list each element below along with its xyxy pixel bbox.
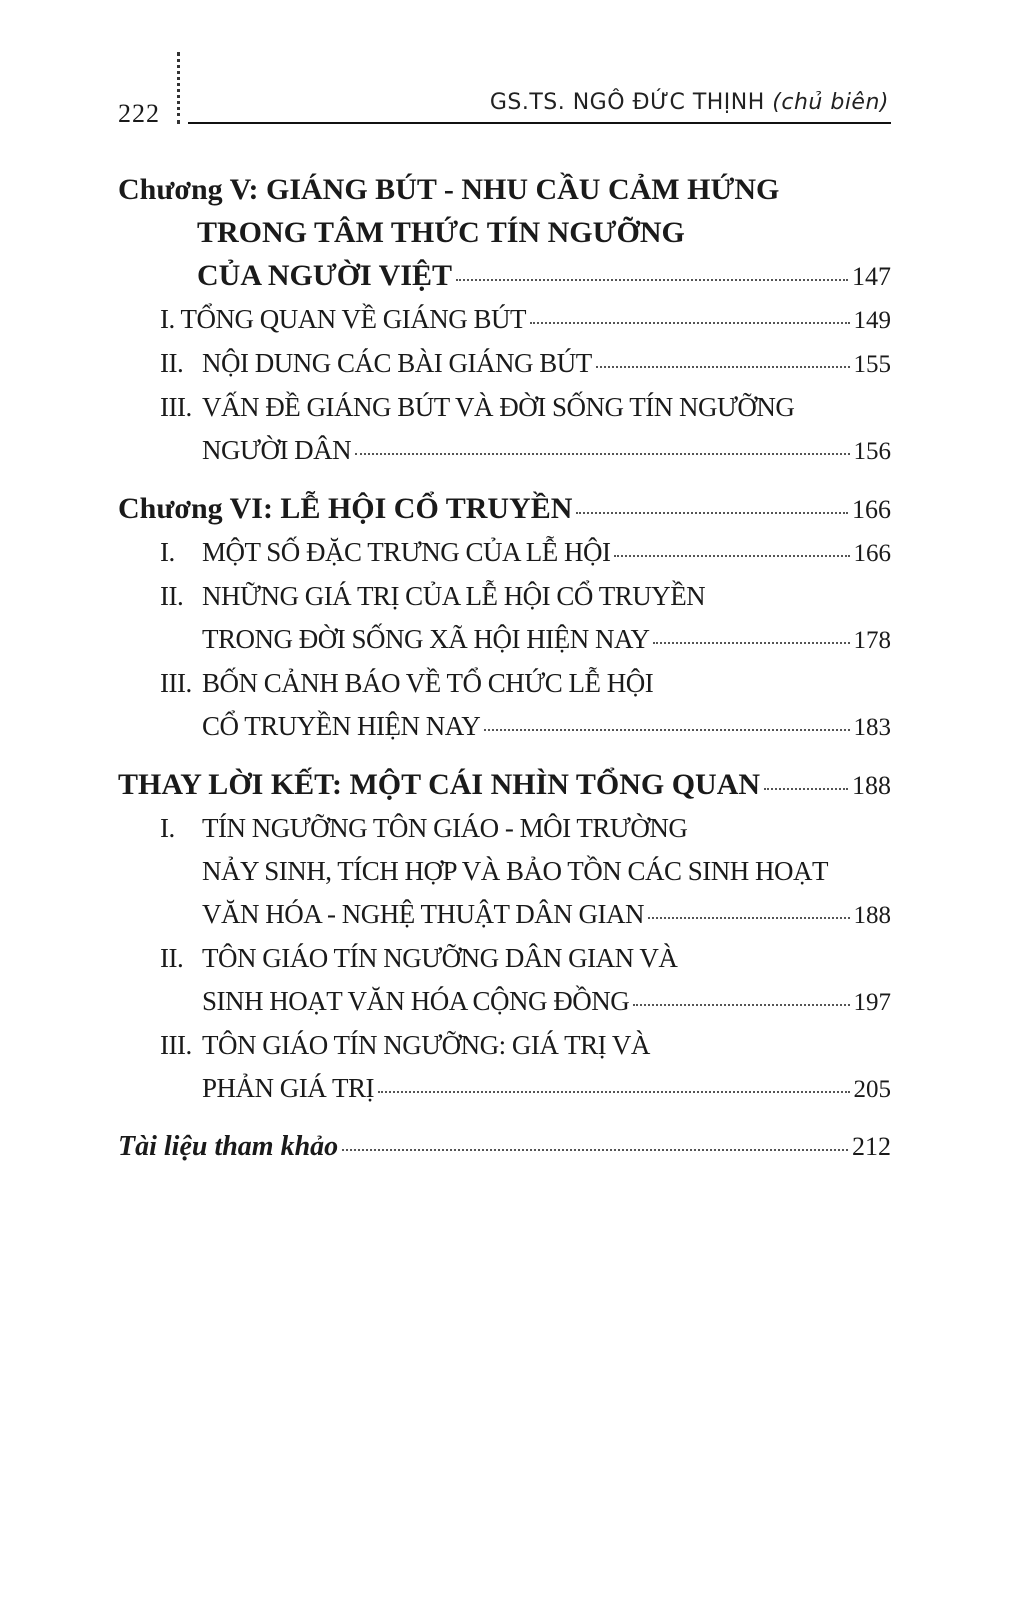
header-divider <box>177 52 184 124</box>
entry-label: TÍN NGƯỠNG TÔN GIÁO - MÔI TRƯỜNG <box>202 813 688 843</box>
entry-number: III. <box>160 1030 192 1060</box>
table-of-contents <box>118 168 891 1168</box>
dot-leader <box>378 1091 849 1093</box>
entry-label: NGƯỜI DÂN <box>202 435 352 465</box>
page-ref: 166 <box>852 495 891 524</box>
entry-label: MỘT SỐ ĐẶC TRƯNG CỦA LỄ HỘI <box>202 537 611 567</box>
page-ref: 149 <box>853 307 891 334</box>
toc-conclusion <box>118 763 891 1111</box>
header-role: (chủ biên) <box>772 90 889 115</box>
entry-number: III. <box>160 668 192 698</box>
page-ref: 156 <box>853 438 891 465</box>
page-ref: 205 <box>853 1076 891 1103</box>
entry-label: NẢY SINH, TÍCH HỢP VÀ BẢO TỒN CÁC SINH HOẠT <box>202 856 829 886</box>
dot-leader <box>456 279 848 281</box>
toc-entry[interactable] <box>118 298 891 342</box>
entry-number: I. <box>160 537 175 567</box>
entry-number: III. <box>160 392 192 422</box>
toc-entry[interactable] <box>118 807 891 937</box>
toc-entry[interactable] <box>118 1024 891 1111</box>
entry-label: VẤN ĐỀ GIÁNG BÚT VÀ ĐỜI SỐNG TÍN NGƯỠNG <box>202 392 795 422</box>
dot-leader <box>530 322 850 324</box>
entry-label: VĂN HÓA - NGHỆ THUẬT DÂN GIAN <box>202 899 644 929</box>
entry-label: PHẢN GIÁ TRỊ <box>202 1073 375 1103</box>
page-ref: 188 <box>852 771 891 800</box>
page-ref: 147 <box>852 262 891 291</box>
page-ref: 155 <box>853 351 891 378</box>
page-ref: 212 <box>852 1132 891 1161</box>
chapter-title-entry[interactable] <box>118 254 891 298</box>
toc-entry[interactable] <box>118 937 891 1024</box>
dot-leader <box>596 366 850 368</box>
entry-label: I. TỔNG QUAN VỀ GIÁNG BÚT <box>160 304 526 334</box>
entry-number: II. <box>160 348 184 378</box>
chapter-title-line: CỦA NGƯỜI VIỆT <box>197 259 453 292</box>
dot-leader <box>576 512 848 514</box>
toc-chapter-5 <box>118 168 891 473</box>
entry-label: TÔN GIÁO TÍN NGƯỠNG: GIÁ TRỊ VÀ <box>202 1030 650 1060</box>
dot-leader <box>764 788 848 790</box>
page-ref: 178 <box>853 627 891 654</box>
dot-leader <box>633 1004 849 1006</box>
entry-label: TRONG ĐỜI SỐNG XÃ HỘI HIỆN NAY <box>202 624 650 654</box>
toc-chapter-6 <box>118 487 891 749</box>
dot-leader <box>614 555 849 557</box>
entry-number: I. <box>160 813 175 843</box>
dot-leader <box>355 453 849 455</box>
toc-entry[interactable] <box>118 575 891 662</box>
dot-leader <box>653 642 849 644</box>
page-header <box>0 0 1024 135</box>
running-header <box>490 90 889 115</box>
toc-references[interactable] <box>118 1125 891 1168</box>
page-ref: 183 <box>853 714 891 741</box>
chapter-title-entry[interactable] <box>118 763 891 807</box>
entry-label: NHỮNG GIÁ TRỊ CỦA LỄ HỘI CỔ TRUYỀN <box>202 581 706 611</box>
chapter-title-entry[interactable] <box>118 487 891 531</box>
dot-leader <box>648 917 850 919</box>
chapter-title-line: TRONG TÂM THỨC TÍN NGƯỠNG <box>197 216 685 249</box>
entry-label: TÔN GIÁO TÍN NGƯỠNG DÂN GIAN VÀ <box>202 943 678 973</box>
entry-number: II. <box>160 943 184 973</box>
dot-leader <box>484 729 849 731</box>
header-author: GS.TS. NGÔ ĐỨC THỊNH <box>489 90 765 115</box>
chapter-title: Chương VI: LỄ HỘI CỔ TRUYỀN <box>118 492 573 525</box>
references-title: Tài liệu tham khảo <box>118 1131 339 1162</box>
entry-label: CỔ TRUYỀN HIỆN NAY <box>202 711 481 741</box>
toc-entry[interactable] <box>118 342 891 386</box>
entry-label: SINH HOẠT VĂN HÓA CỘNG ĐỒNG <box>202 986 630 1016</box>
dot-leader <box>342 1149 848 1151</box>
chapter-title: THAY LỜI KẾT: MỘT CÁI NHÌN TỔNG QUAN <box>118 768 761 801</box>
toc-entry[interactable] <box>118 386 891 473</box>
entry-label: BỐN CẢNH BÁO VỀ TỔ CHỨC LỄ HỘI <box>202 668 654 698</box>
toc-entry[interactable] <box>118 662 891 749</box>
page-ref: 188 <box>853 902 891 929</box>
page-ref: 197 <box>853 989 891 1016</box>
page-number: 222 <box>118 99 160 128</box>
entry-number: II. <box>160 581 184 611</box>
entry-label: NỘI DUNG CÁC BÀI GIÁNG BÚT <box>202 348 592 378</box>
chapter-title-line: Chương V: GIÁNG BÚT - NHU CẦU CẢM HỨNG <box>118 173 780 206</box>
toc-entry[interactable] <box>118 531 891 575</box>
header-rule <box>188 122 891 124</box>
page-ref: 166 <box>853 540 891 567</box>
